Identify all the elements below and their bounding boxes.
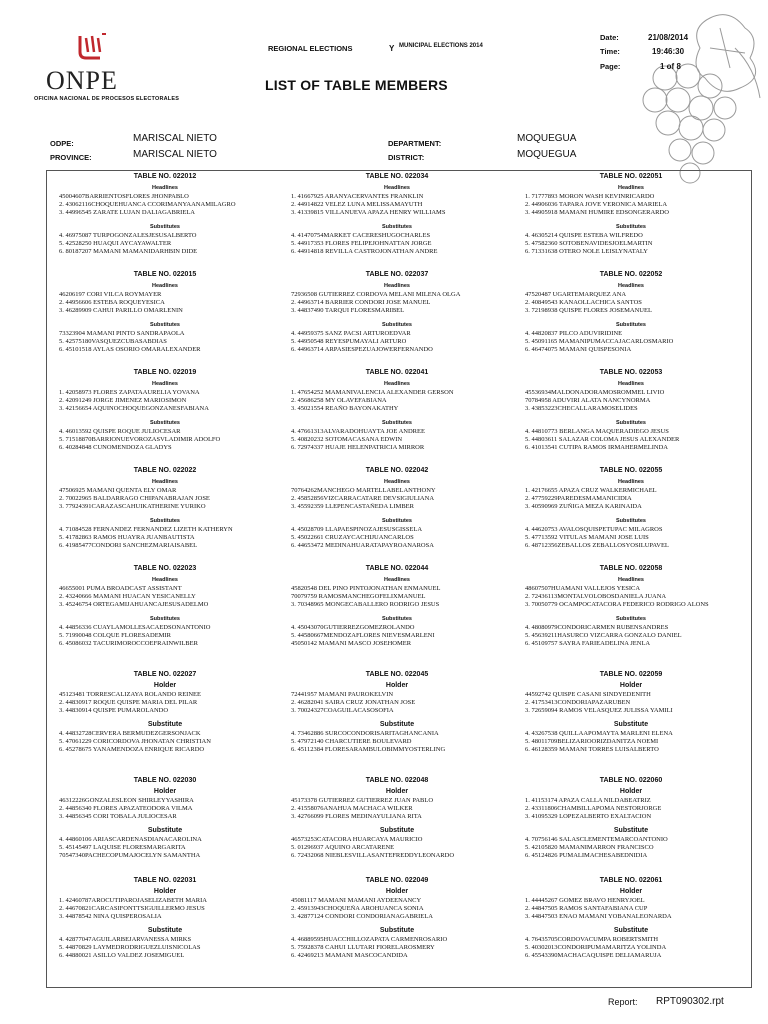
role-heading: Substitutes — [382, 518, 412, 525]
role-heading: Substitutes — [616, 420, 646, 427]
members-grid — [46, 170, 752, 988]
member-row: 70079759 RAMOSMANCHEGOFELIXMANUEL — [291, 592, 426, 600]
member-row: 4. 45028709 LLAPAESPINOZAJESUSGISSELA — [291, 526, 423, 534]
table-block — [517, 367, 745, 452]
member-row: 1. 47654252 MAMANIVALENCIA ALEXANDER GERSON — [291, 389, 454, 396]
member-row: 6. 72974337 HUAJE HELENPATRICIA MIRROR — [291, 443, 425, 451]
member-row: 5. 48011709BELIZARIOORIZDANITZA NOEMI — [525, 738, 659, 746]
role-heading: Holder — [619, 682, 643, 689]
role-heading: Substitutes — [150, 322, 180, 329]
amp-label: Y — [389, 44, 395, 53]
member-row: 5. 45091165 MAMANIPUMACCAJACARLOSMARIO — [525, 338, 674, 346]
role-heading: Substitutes — [382, 322, 412, 329]
member-row: 2. 46282041 SAIRA CRUZ JONATHAN JOSE — [291, 698, 416, 706]
member-row: 6. 40284848 CUNOMENDOZA GLADYS — [59, 443, 172, 451]
member-row: 6. 44914818 REVILLA CASTROJONATHAN ANDRE — [291, 247, 438, 255]
table-block — [51, 171, 279, 256]
member-row: 45050142 MAMANI MASCO JOSEHOMER — [291, 639, 412, 647]
table-number: TABLE NO. 022058 — [599, 565, 663, 572]
member-row: 46655001 PUMA BROADCAST ASSISTANT — [59, 585, 182, 592]
table-block — [51, 669, 279, 754]
page-label: Page: — [600, 62, 621, 71]
onpe-logo — [34, 30, 180, 110]
member-row: 6. 45086032 TACURIMOROCCOEFRAINWILBER — [59, 639, 198, 647]
member-row: 6. 71331638 OTERO NOLE LEISLYNATALY — [525, 247, 648, 255]
table-block — [517, 669, 745, 754]
member-row: 72441957 MAMANI PAUROKELVIN — [291, 691, 394, 698]
table-number: TABLE NO. 022060 — [599, 777, 663, 784]
province-value: MARISCAL NIETO — [133, 149, 217, 160]
member-row: 2. 44847505 RAMOS SANTAFABIANA CUP — [525, 904, 648, 912]
member-row: 3. 44878542 NINA QUISPEROSALIA — [59, 912, 162, 920]
odpe-value: MARISCAL NIETO — [133, 133, 217, 144]
member-row: 6. 41985477CONDORI SANCHEZMARIAISABEL — [59, 541, 198, 549]
member-row: 47520487 UGARTEMARQUEZ ANA — [525, 291, 627, 298]
date-label: Date: — [600, 33, 619, 42]
role-heading: Substitute — [147, 827, 183, 835]
role-heading: Holder — [619, 788, 643, 795]
role-heading: Substitutes — [616, 616, 646, 623]
table-number: TABLE NO. 022049 — [365, 877, 429, 884]
time-value: 19:46:30 — [652, 47, 685, 56]
table-number: TABLE NO. 022052 — [599, 271, 663, 278]
table-block — [51, 269, 279, 354]
member-row: 3. 42156654 AQUINOCHOQUEGONZANESFABIANA — [59, 404, 209, 412]
member-row: 73323904 MAMANI PINTO SANDRAPAOLA — [59, 330, 185, 338]
member-row: 4. 46975087 TURPOGONZALESJESUSALBERTO — [59, 232, 197, 240]
member-row: 6. 42469213 MAMANI MASCOCANDIDA — [291, 951, 408, 959]
table-number: TABLE NO. 022012 — [133, 173, 197, 180]
member-row: 45123481 TORRESCALIZAYA ROLANDO REINEE — [59, 691, 201, 698]
table-block — [517, 269, 745, 354]
member-row: 2. 44856340 FLORES APAZATEODORA VILMA — [59, 804, 193, 812]
member-row: 5. 44803611 SALAZAR COLOMA JESUS ALEXANDER — [525, 436, 680, 444]
member-row: 2. 45686258 MY OLAVEFABIANA — [291, 396, 387, 404]
role-heading: Substitute — [379, 927, 415, 935]
table-number: TABLE NO. 022053 — [599, 369, 663, 376]
member-row: 4. 44620753 AVALOSQUISPETUPAC MILAGROS — [525, 526, 663, 534]
member-row: 5. 40302013CONDORIPUMAMARITZA YOLINDA — [525, 944, 667, 952]
table-block — [517, 875, 745, 960]
table-block — [51, 563, 279, 648]
member-row: 44592742 QUISPE CASANI SINDYEDENITH — [525, 691, 651, 698]
member-row: 4. 71084528 FERNANDEZ FERNANDEZ LIZETH KATHERYN — [59, 526, 233, 534]
member-row: 3. 45021554 REAÑO BAYONAKATHY — [291, 404, 399, 412]
member-row: 5. 47582360 SOTOBENAVIDESJOELMARTIN — [525, 240, 653, 248]
member-row: 5. 47713592 VITULAS MAMANI JOSE LUIS — [525, 534, 649, 542]
member-row: 1. 41153174 APAZA CALLA NILDABEATRIZ — [525, 797, 651, 804]
member-row: 45004607BARRIENTOSFLORES JHONPABLO — [59, 193, 189, 200]
member-row: 5. 45145497 LAQUISE FLORESMARGARITA — [59, 844, 186, 852]
table-block — [517, 775, 745, 860]
role-heading: Headlines — [152, 577, 178, 583]
role-heading: Substitutes — [382, 616, 412, 623]
table-number: TABLE NO. 022041 — [365, 369, 429, 376]
table-block — [517, 171, 745, 256]
table-block — [283, 875, 511, 960]
member-row: 3. 41095329 LOPEZALBERTO EXALTACION — [525, 812, 652, 820]
member-row: 2. 41558076ANAHUA MACHACA WILKER — [291, 804, 413, 812]
member-row: 6. 72432068 NIEBLESVILLASANTEFREDDYLEONARDO — [291, 851, 455, 859]
member-row: 4. 46305214 QUISPE ESTEBA WILFREDO — [525, 232, 643, 240]
member-row: 2. 44956606 ESTEBA ROQUEYESICA — [59, 298, 165, 306]
member-row: 2. 47759229PAREDESMAMANICIDIA — [525, 494, 632, 502]
table-number: TABLE NO. 022059 — [599, 671, 663, 678]
member-row: 3. 72659094 RAMOS VELASQUEZ JULISSA YAMILI — [525, 706, 673, 714]
role-heading: Headlines — [152, 381, 178, 387]
member-row: 5. 47061229 CORICORDOVA JHONATAN CHRISTIAN — [59, 738, 211, 746]
member-row: 45081117 MAMANI MAMANI AYDEENANCY — [291, 897, 422, 904]
member-row: 4. 44832728CERVERA BERMUDEZGERSONJACK — [59, 730, 201, 738]
member-row: 5. 01296937 AQUINO ARCATARENE — [291, 844, 395, 852]
table-block — [517, 563, 745, 648]
member-row: 6. 45109757 SAYRA FARIEADELINA JENLA — [525, 639, 651, 647]
member-row: 4. 46013592 QUISPE ROQUE JULIOCESAR — [59, 428, 181, 436]
role-heading: Substitutes — [150, 420, 180, 427]
member-row: 3. 42766099 FLORES MEDINAYULIANA RITA — [291, 812, 422, 820]
member-row: 47506925 MAMANI QUENTA ELY OMAR — [59, 487, 177, 494]
role-heading: Headlines — [618, 577, 644, 583]
role-heading: Headlines — [152, 479, 178, 485]
role-heading: Holder — [385, 888, 409, 895]
role-heading: Headlines — [384, 185, 410, 191]
time-label: Time: — [600, 47, 620, 56]
member-row: 5. 42105820 MAMANIMARRON FRANCISCO — [525, 844, 654, 852]
table-number: TABLE NO. 022042 — [365, 467, 429, 474]
member-row: 6. 44653472 MEDINAHUARATAPAYROANAROSA — [291, 541, 434, 549]
member-row: 6. 46474075 MAMANI QUISPESONIA — [525, 345, 632, 353]
member-row: 2. 44670821CARCASIFONTTSIGUILLERMO JESUS — [59, 904, 205, 912]
member-row: 4. 45043070GUTIERREZGOMEZROLANDO — [291, 624, 415, 632]
member-row: 3. 77924391CARAZASCAHUIKATHERINE YURIKO — [59, 502, 206, 510]
table-number: TABLE NO. 022022 — [133, 467, 197, 474]
member-row: 5. 47972140 CHARCUTIERE BOULEVARD — [291, 738, 412, 746]
table-number: TABLE NO. 022031 — [133, 877, 197, 884]
page-title: LIST OF TABLE MEMBERS — [265, 77, 448, 93]
role-heading: Headlines — [384, 577, 410, 583]
table-block — [283, 171, 511, 256]
member-row: 5. 45639211HASURCO VIZCARRA GONZALO DANIEL — [525, 632, 682, 640]
member-row: 4. 42877047AGUILARBEJARVANESSA MIRKS — [59, 936, 192, 944]
member-row: 4. 48080979CONDORICARMEN RUBENSANDRES — [525, 624, 669, 632]
member-row: 1. 42058973 FLORES ZAPATAAURELIA YOVANA — [59, 389, 200, 396]
member-row: 45173378 GUTIERREZ GUTIERREZ JUAN PABLO — [291, 797, 434, 804]
table-number: TABLE NO. 022055 — [599, 467, 663, 474]
role-heading: Substitute — [613, 927, 649, 935]
table-number: TABLE NO. 022027 — [133, 671, 197, 678]
member-row: 6. 45124826 PUMALIMACHESABEDNIDIA — [525, 851, 648, 859]
role-heading: Substitutes — [382, 224, 412, 231]
member-row: 5. 41782863 RAMOS HUAYRA JUANBAUTISTA — [59, 534, 195, 542]
member-row: 5. 42528250 HUAQUI AYCAYAWALTER — [59, 240, 172, 248]
member-row: 2. 44914822 VELEZ LUNA MELISSAMAYUTH — [291, 200, 423, 208]
role-heading: Substitute — [147, 721, 183, 729]
table-block — [283, 465, 511, 550]
role-heading: Headlines — [618, 381, 644, 387]
member-row: 3. 70348965 MONGECABALLERO RODRIGO JESUS — [291, 600, 440, 608]
member-row: 4. 44860106 ARIASCARDENASDIANACAROLINA — [59, 836, 202, 844]
member-row: 5. 45022661 CRUZAYCACHIJUANCARLOS — [291, 534, 414, 542]
member-row: 3. 44856345 CORI TOBALA JULIOCESAR — [59, 812, 177, 820]
role-heading: Substitute — [613, 721, 649, 729]
member-row: 2. 45913943CHOQUEÑA AROHUANCA SONIA — [291, 904, 424, 912]
member-row: 6. 46128359 MAMANI TORRES LUISALBERTO — [525, 745, 659, 753]
member-row: 1. 42460787AROCUTIPAROJASELIZABETH MARIA — [59, 897, 208, 904]
table-number: TABLE NO. 022044 — [365, 565, 429, 572]
member-row: 3. 72198938 QUISPE FLORES JOSEMANUEL — [525, 306, 652, 314]
table-block — [283, 775, 511, 860]
member-row: 2. 43062116CHOQUEHUANCA CCORIMANYAANAMILAGRO — [59, 200, 236, 208]
member-row: 6. 41013541 CUTIPA RAMOS IRMAHERMELINDA — [525, 443, 668, 451]
role-heading: Holder — [153, 888, 177, 895]
role-heading: Holder — [153, 682, 177, 689]
table-block — [51, 367, 279, 452]
report-label: Report: — [608, 997, 638, 1007]
member-row: 6. 45101518 AYLAS OSORIO OMARALEXANDER — [59, 345, 201, 353]
member-row: 6. 45112384 FLORESARAMBULOBIMMYOSTERLING — [291, 745, 446, 753]
table-block — [283, 367, 511, 452]
role-heading: Substitute — [613, 827, 649, 835]
member-row: 2. 43311806CHAMBILLAPOMA NESTORJORGE — [525, 804, 662, 812]
member-row: 4. 70756146 SALASCLEMENTEMARCOANTONIO — [525, 836, 668, 844]
member-row: 2. 43240666 MAMANI HUACAN YESICANELLY — [59, 592, 196, 600]
role-heading: Headlines — [618, 185, 644, 191]
role-heading: Headlines — [384, 283, 410, 289]
role-heading: Headlines — [618, 283, 644, 289]
member-row: 48607507HUAMANI VALLEJOS YESICA — [525, 585, 641, 592]
member-row: 4. 44856336 CUAYLAMOLLESACAEDSONANTONIO — [59, 624, 211, 632]
table-block — [51, 465, 279, 550]
member-row: 3. 44996545 ZARATE LUJAN DALIAGABRIELA — [59, 208, 195, 216]
member-row: 5. 71518870BARRIONUEVOROZASVLADIMIR ADOLFO — [59, 436, 221, 444]
table-block — [517, 465, 745, 550]
member-row: 3. 44830914 QUISPE PUMAROLANDO — [59, 706, 169, 714]
member-row: 3. 70050779 OCAMPOCATACORA FEDERICO RODRIGO ALONS — [525, 600, 709, 608]
member-row: 6. 48712356ZEBALLOS ZEBALLOSYOSILUPAVEL — [525, 541, 669, 549]
table-number: TABLE NO. 022061 — [599, 877, 663, 884]
member-row: 5. 42575180VASQUEZCUBASABDIAS — [59, 338, 167, 346]
member-row: 1. 71777893 MORON WASH KEVINRICARDO — [525, 193, 655, 200]
member-row: 3. 70024327COAGUILACASOSOFIA — [291, 706, 394, 714]
district-value: MOQUEGUA — [517, 149, 577, 160]
member-row: 6. 44963714 ARPASIESPEZUAJOWERFERNANDO — [291, 345, 433, 353]
role-heading: Substitutes — [150, 518, 180, 525]
table-number: TABLE NO. 022030 — [133, 777, 197, 784]
member-row: 70547340PACHECOPUMAJOCELYN SAMANTHA — [59, 851, 201, 859]
table-number: TABLE NO. 022048 — [365, 777, 429, 784]
table-number: TABLE NO. 022051 — [599, 173, 663, 180]
member-row: 46312226GONZALESLEON SHIRLEYYASHIRA — [59, 797, 194, 804]
member-row: 4. 41470754MARKET CACERESHUGOCHARLES — [291, 232, 431, 240]
member-row: 4. 43267538 QUILLAAPOMAYTA MARLENI ELENA — [525, 730, 673, 738]
role-heading: Headlines — [152, 283, 178, 289]
province-label: PROVINCE: — [50, 153, 92, 162]
member-row: 3. 40590969 ZUÑIGA MEZA KARINAIDA — [525, 502, 642, 510]
table-number: TABLE NO. 022037 — [365, 271, 429, 278]
member-row: 2. 44830917 ROQUE QUISPE MARIA DEL PILAR — [59, 698, 198, 706]
member-row: 4. 46889595HUACCHILLOZAPATA CARMENROSARIO — [291, 936, 448, 944]
member-row: 3. 45246754 ORTEGAMIJAHUANCAJESUSADELMO — [59, 600, 209, 608]
member-row: 4. 76435705CORDOVACUMPA ROBERTSMITH — [525, 936, 659, 944]
member-row: 4. 44810773 BERLANGA MAQUERADIEGO JESUS — [525, 428, 669, 436]
role-heading: Substitutes — [616, 224, 646, 231]
member-row: 46206197 CORI VILCA ROYMAYER — [59, 291, 162, 298]
member-row: 70784958 ADUVIRI ALATA NANCYNORMA — [525, 396, 651, 404]
odpe-label: ODPE: — [50, 139, 74, 148]
org-name: ONPE — [46, 66, 118, 95]
member-row: 5. 40820232 SOTOMACASANA EDWIN — [291, 436, 403, 444]
member-row: 72936508 GUTIERREZ CORDOVA MELANI MILENA OLGA — [291, 291, 461, 298]
member-row: 3. 46289909 CAHUI PARILLO OMARLENIN — [59, 306, 183, 314]
role-heading: Substitutes — [150, 616, 180, 623]
member-row: 3. 43853223CHECALLARAMOSELIDES — [525, 404, 638, 412]
role-heading: Headlines — [384, 479, 410, 485]
member-row: 6. 45278675 YANAMENDOZA ENRIQUE RICARDO — [59, 745, 205, 753]
member-row: 45820548 DEL PINO PINTOJONATHAN ENMANUEL — [291, 585, 441, 592]
department-label: DEPARTMENT: — [388, 139, 442, 148]
member-row: 3. 44837490 TARQUI FLORESMARIBEL — [291, 306, 405, 314]
member-row: 3. 42877124 CONDORI CONDORIANAGABRIELA — [291, 912, 433, 920]
member-row: 2. 45852856VIZCARRACATARE DEVSIGIULIANA — [291, 494, 435, 502]
member-row: 4. 47661313ALVARADOHUAYTA JOE ANDREE — [291, 428, 425, 436]
member-row: 6. 80187207 MAMANI MAMANIDARHBIN DIDE — [59, 247, 198, 255]
member-row: 6. 45543390MACHACAQUISPE DELIAMARUJA — [525, 951, 662, 959]
member-row: 1. 41667925 ARANYACERVANTES FRANKLIN — [291, 193, 424, 200]
table-block — [283, 269, 511, 354]
role-heading: Headlines — [618, 479, 644, 485]
member-row: 45536934MALDONADORAMOSROMMEL LIVIO — [525, 389, 665, 396]
onpe-emblem-icon — [74, 30, 110, 64]
member-row: 5. 75928378 CAHUI LLUTARI FIORELAROSMERY — [291, 944, 435, 952]
report-value: RPT090302.rpt — [656, 996, 724, 1007]
role-heading: Holder — [153, 788, 177, 795]
table-number: TABLE NO. 022023 — [133, 565, 197, 572]
member-row: 46573253CATACORA HUARCAYA MAURICIO — [291, 836, 423, 844]
member-row: 3. 44847503 ENAO MAMANI YOBANALEONARDA — [525, 912, 672, 920]
role-heading: Substitutes — [616, 322, 646, 329]
role-heading: Substitute — [379, 721, 415, 729]
role-heading: Substitute — [147, 927, 183, 935]
member-row: 3. 45592359 LLEPENCASTAÑEDA LIMBER — [291, 502, 414, 510]
date-value: 21/08/2014 — [648, 33, 689, 42]
table-block — [51, 775, 279, 860]
member-row: 2. 40849543 KANAOLLACHICA SANTOS — [525, 298, 642, 306]
member-row: 3. 44905918 MAMANI HUMIRE EDSONGERARDO — [525, 208, 669, 216]
member-row: 2. 72436113MONTALVOLOBOSDANIELA JUANA — [525, 592, 667, 600]
member-row: 2. 70022965 BALDARRAGO CHIPANABRAJAN JOSE — [59, 494, 210, 502]
member-row: 4. 44820837 PILCO ADUVIRIDINE — [525, 330, 623, 338]
role-heading: Headlines — [152, 185, 178, 191]
page-value: 1 of 8 — [660, 62, 681, 71]
table-number: TABLE NO. 022015 — [133, 271, 197, 278]
role-heading: Holder — [385, 788, 409, 795]
role-heading: Substitutes — [382, 420, 412, 427]
table-number: TABLE NO. 022019 — [133, 369, 197, 376]
member-row: 4. 73462886 SURCOCONDORISARITAGHANCANIA — [291, 730, 439, 738]
table-block — [51, 875, 279, 960]
role-heading: Headlines — [384, 381, 410, 387]
table-number: TABLE NO. 022034 — [365, 173, 429, 180]
regional-elections-label: REGIONAL ELECTIONS — [268, 44, 353, 53]
table-number: TABLE NO. 022045 — [365, 671, 429, 678]
district-label: DISTRICT: — [388, 153, 425, 162]
role-heading: Substitute — [379, 827, 415, 835]
member-row: 5. 44917353 FLORES FELIPEJOHNATTAN JORGE — [291, 240, 432, 248]
table-block — [283, 669, 511, 754]
member-row: 70764262MANCHEGO MARTELLABELANTHONY — [291, 487, 436, 494]
member-row: 1. 42176655 APAZA CRUZ WALKERMICHAEL — [525, 487, 657, 494]
role-heading: Substitutes — [616, 518, 646, 525]
municipal-elections-label: MUNICIPAL ELECTIONS 2014 — [399, 43, 483, 49]
org-subtitle: OFICINA NACIONAL DE PROCESOS ELECTORALES — [34, 96, 180, 102]
role-heading: Holder — [385, 682, 409, 689]
table-block — [283, 563, 511, 648]
role-heading: Substitutes — [150, 224, 180, 231]
member-row: 5. 44580667MENDOZAFLORES NIEVESMARLENI — [291, 632, 435, 640]
member-row: 2. 41753413CONDORIAPAZARUBEN — [525, 698, 631, 706]
member-row: 2. 42091249 JORGE JIMENEZ MARIOSIMON — [59, 396, 187, 404]
member-row: 4. 44959375 SANZ PACSI ARTUROEDVAR — [291, 330, 411, 338]
member-row: 1. 44445267 GOMEZ BRAVO HENRYJOEL — [525, 897, 645, 904]
member-row: 5. 71990048 COLQUE FLORESADEMIR — [59, 632, 171, 640]
member-row: 2. 44906036 TAPARA JOVE VERONICA MARIELA — [525, 200, 668, 208]
member-row: 3. 41339815 VILLANUEVA APAZA HENRY WILLIAMS — [291, 208, 446, 216]
member-row: 6. 44880021 ASILLO VALDEZ JOSEMIGUEL — [59, 951, 185, 959]
member-row: 5. 44870829 LAYMEDRODRIGUEZLUISNICOLAS — [59, 944, 201, 952]
department-value: MOQUEGUA — [517, 133, 577, 144]
role-heading: Holder — [619, 888, 643, 895]
member-row: 2. 44963714 BARRIER CONDORI JOSE MANUEL — [291, 298, 431, 306]
member-row: 5. 44950548 REYESPUMAYALI ARTURO — [291, 338, 407, 346]
